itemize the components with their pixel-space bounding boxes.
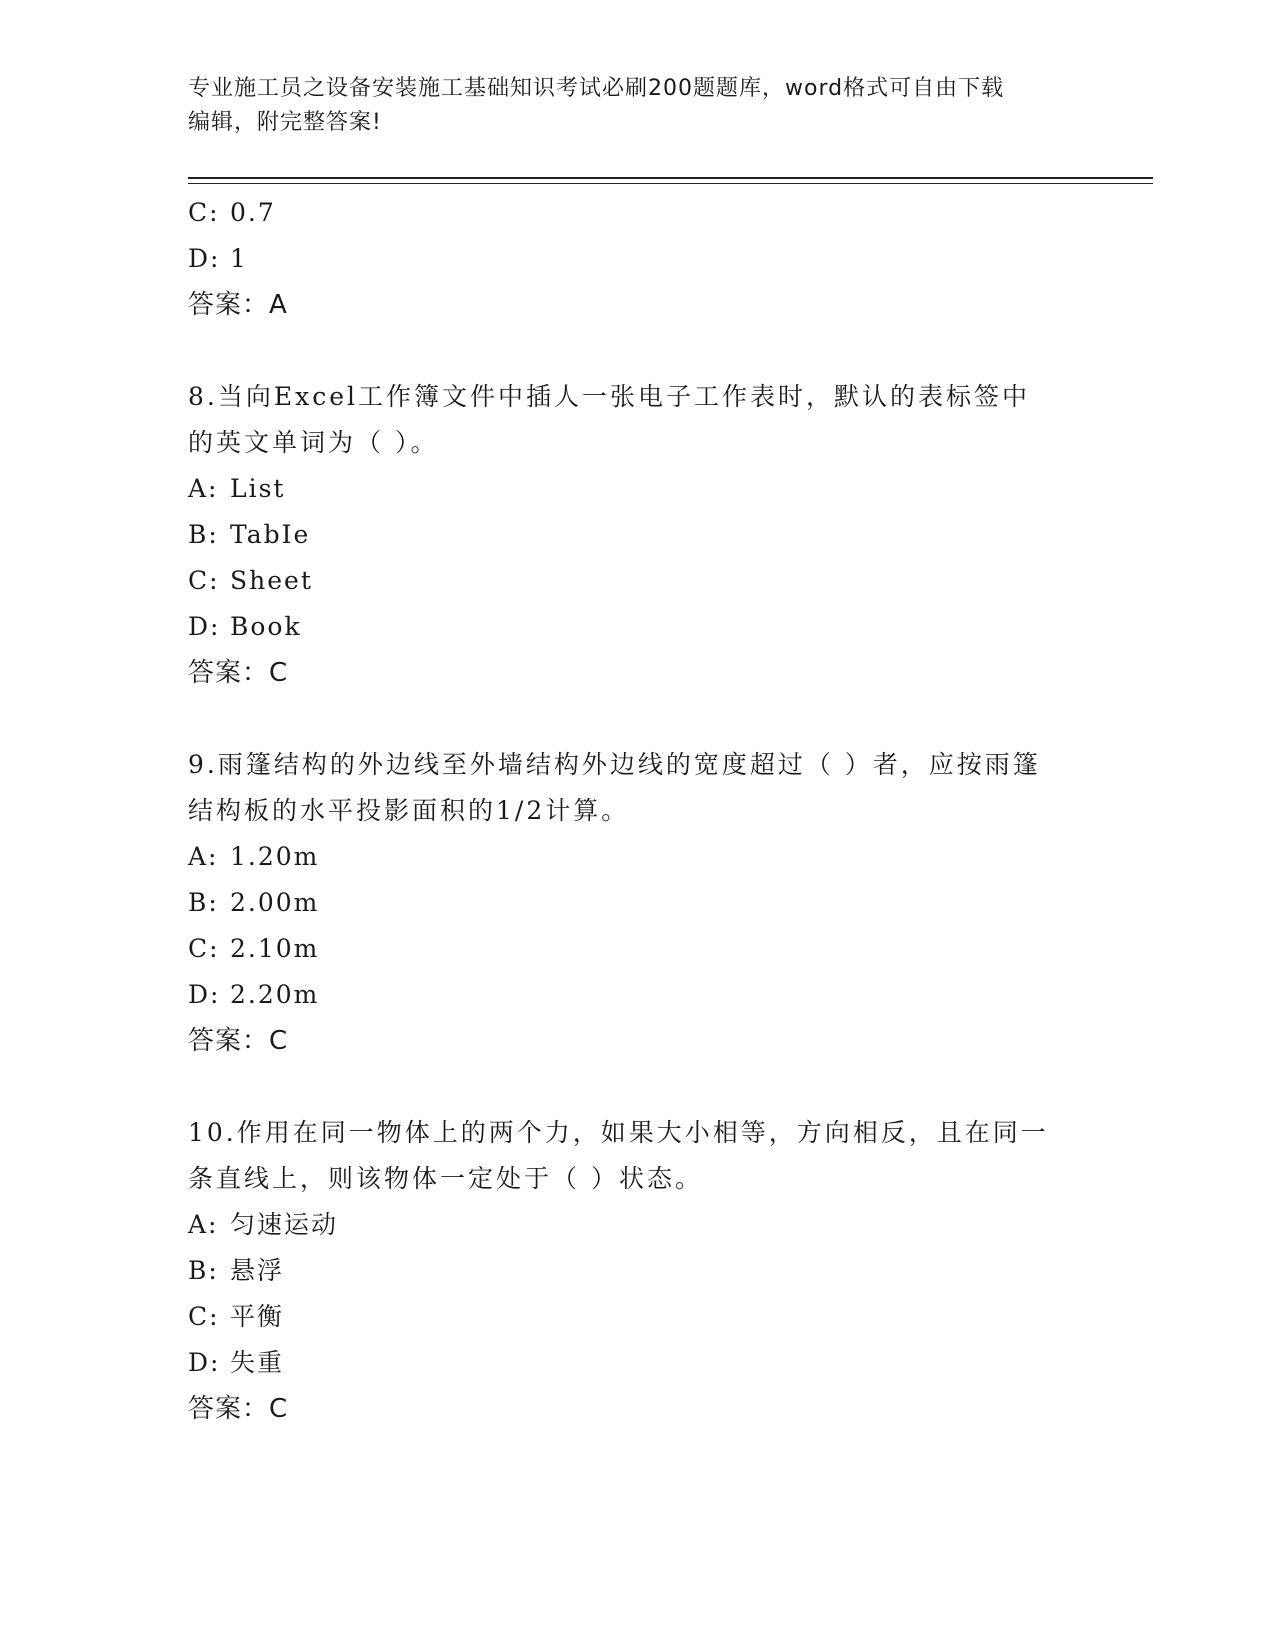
option-d — [188, 1340, 1068, 1386]
question-text-line-1: 10.作用在同一物体上的两个力，如果大小相等，方向相反，且在同一 — [188, 1118, 1049, 1147]
option-c — [188, 558, 1068, 604]
option-key: B: — [188, 888, 219, 917]
option-a — [188, 466, 1068, 512]
document-header — [188, 72, 1068, 140]
answer-line: 答案：C — [188, 1026, 289, 1056]
option-key: C: — [188, 566, 220, 595]
option-text: 平衡 — [230, 1302, 285, 1331]
option-text: 1 — [230, 244, 248, 273]
option-key: D: — [188, 980, 221, 1009]
question-text-line-2: 条直线上，则该物体一定处于（ ）状态。 — [188, 1164, 703, 1193]
option-text: Book — [230, 612, 302, 641]
option-key: C: — [188, 198, 220, 227]
question-content — [188, 190, 1068, 1432]
option-key: A: — [188, 474, 219, 503]
option-key: A: — [188, 842, 219, 871]
question-text — [188, 374, 1068, 466]
option-b — [188, 512, 1068, 558]
header-divider-thin — [188, 183, 1153, 184]
option-a — [188, 1202, 1068, 1248]
option-key: D: — [188, 612, 221, 641]
question-text — [188, 742, 1068, 834]
question-8 — [188, 374, 1068, 696]
option-b — [188, 1248, 1068, 1294]
question-text — [188, 1110, 1068, 1202]
option-text: 失重 — [230, 1348, 285, 1377]
option-key: B: — [188, 1256, 219, 1285]
answer-line: 答案：C — [188, 1394, 289, 1424]
previous-question-fragment — [188, 190, 1068, 328]
option-text: 0.7 — [230, 198, 276, 227]
option-key: B: — [188, 520, 219, 549]
option-text: TabIe — [230, 520, 311, 549]
option-text: Sheet — [230, 566, 313, 595]
answer-line: 答案：A — [188, 290, 288, 320]
option-text: 悬浮 — [230, 1256, 285, 1285]
option-text: 1.20m — [230, 842, 320, 871]
option-d — [188, 972, 1068, 1018]
option-text: 2.10m — [230, 934, 320, 963]
option-a — [188, 834, 1068, 880]
header-title-line-1: 专业施工员之设备安装施工基础知识考试必刷200题题库，word格式可自由下载 — [188, 76, 1005, 101]
question-text-line-1: 8.当向Excel工作簿文件中插人一张电子工作表时，默认的表标签中 — [188, 382, 1030, 411]
option-text: List — [230, 474, 286, 503]
option-b — [188, 880, 1068, 926]
option-d — [188, 236, 1068, 282]
answer-line: 答案：C — [188, 658, 289, 688]
option-text: 匀速运动 — [230, 1210, 339, 1239]
option-text: 2.00m — [230, 888, 320, 917]
option-key: D: — [188, 244, 221, 273]
question-text-line-2: 的英文单词为（ ）。 — [188, 428, 439, 457]
option-c — [188, 1294, 1068, 1340]
option-d — [188, 604, 1068, 650]
option-c — [188, 926, 1068, 972]
question-9 — [188, 742, 1068, 1064]
question-text-line-2: 结构板的水平投影面积的1/2计算。 — [188, 796, 630, 825]
header-title-line-2: 编辑，附完整答案! — [188, 110, 382, 135]
option-key: C: — [188, 1302, 220, 1331]
option-c — [188, 190, 1068, 236]
question-10 — [188, 1110, 1068, 1432]
option-text: 2.20m — [230, 980, 320, 1009]
option-key: D: — [188, 1348, 221, 1377]
option-key: A: — [188, 1210, 219, 1239]
question-text-line-1: 9.雨篷结构的外边线至外墙结构外边线的宽度超过（ ）者，应按雨篷 — [188, 750, 1041, 779]
header-divider-thick — [188, 177, 1153, 179]
option-key: C: — [188, 934, 220, 963]
